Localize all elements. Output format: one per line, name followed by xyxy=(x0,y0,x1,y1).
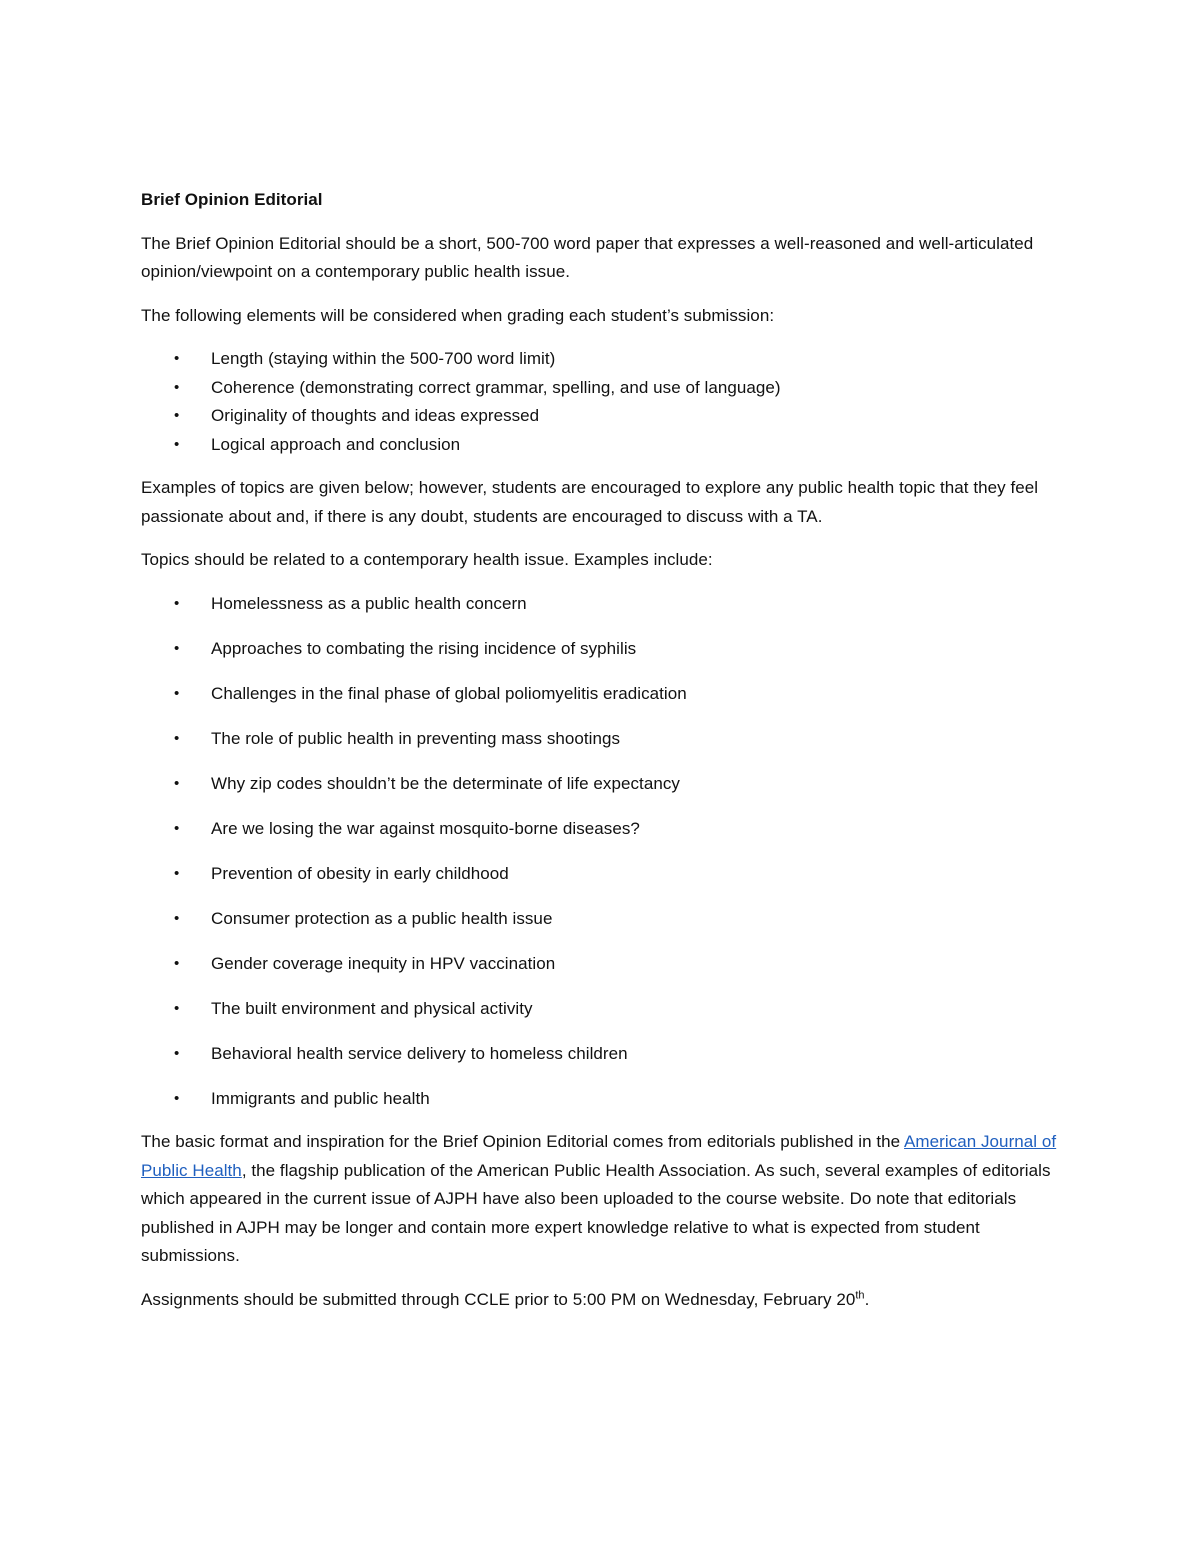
bullet-icon: • xyxy=(174,774,180,792)
list-item-text: Immigrants and public health xyxy=(211,1088,430,1108)
bullet-icon: • xyxy=(174,639,180,657)
list-item-text: Length (staying within the 500-700 word limit) xyxy=(211,349,556,368)
list-item xyxy=(141,1040,1061,1069)
deadline-text: Assignments should be submitted through CCLE prior to 5:00 PM on Wednesday, February 20 xyxy=(141,1289,856,1309)
list-item xyxy=(141,725,1061,754)
list-item xyxy=(141,374,1061,403)
bullet-icon: • xyxy=(174,684,180,702)
list-item xyxy=(141,950,1061,979)
list-item-text: Homelessness as a public health concern xyxy=(211,593,527,613)
bullet-icon: • xyxy=(174,954,180,972)
list-item-text: Behavioral health service delivery to homeless children xyxy=(211,1043,628,1063)
list-item xyxy=(141,770,1061,799)
list-item-text: Gender coverage inequity in HPV vaccination xyxy=(211,953,556,973)
format-paragraph xyxy=(141,1128,1061,1271)
list-item xyxy=(141,860,1061,889)
topics-intro-paragraph: Examples of topics are given below; however, students are encouraged to explore any public health topic that they feel passionate about and, if there is any doubt, students are encouraged to discuss with a TA. xyxy=(141,478,1039,526)
format-text-after-link: , the flagship publication of the American Public Health Association. As such, several examples of editorials which appeared in the current issue of AJPH have also been uploaded to the course website. Do note that editorials published in AJPH may be longer and contain more expert knowledge relative to what is expected from student submissions. xyxy=(141,1160,1051,1265)
list-item xyxy=(141,345,1061,374)
list-item-text: Originality of thoughts and ideas expressed xyxy=(211,406,540,425)
examples-intro-paragraph: Topics should be related to a contemporary health issue. Examples include: xyxy=(141,550,713,569)
list-item-text: The role of public health in preventing mass shootings xyxy=(211,728,621,748)
bullet-icon: • xyxy=(174,729,180,747)
bullet-icon: • xyxy=(174,378,180,396)
list-item xyxy=(141,815,1061,844)
list-item xyxy=(141,431,1061,460)
list-item xyxy=(141,680,1061,709)
bullet-icon: • xyxy=(174,350,180,367)
deadline-end: . xyxy=(864,1289,870,1309)
bullet-icon: • xyxy=(174,819,180,837)
bullet-icon: • xyxy=(174,435,180,453)
list-item xyxy=(141,402,1061,431)
list-item-text: Logical approach and conclusion xyxy=(211,434,461,454)
list-item xyxy=(141,635,1061,664)
list-item xyxy=(141,590,1061,619)
bullet-icon: • xyxy=(174,1089,180,1107)
intro-paragraph: The Brief Opinion Editorial should be a short, 500-700 word paper that expresses a well-reasoned and well-articulated opinion/viewpoint on a contemporary public health issue. xyxy=(141,233,1034,281)
bullet-icon: • xyxy=(174,1044,180,1062)
bullet-icon: • xyxy=(174,999,180,1017)
bullet-icon: • xyxy=(174,407,180,424)
document-title: Brief Opinion Editorial xyxy=(141,190,323,209)
bullet-icon: • xyxy=(174,594,180,612)
list-item-text: Approaches to combating the rising incidence of syphilis xyxy=(211,638,637,658)
bullet-icon: • xyxy=(174,864,180,882)
list-item-text: Prevention of obesity in early childhood xyxy=(211,863,509,883)
list-item xyxy=(141,995,1061,1024)
list-item-text: Coherence (demonstrating correct grammar, spelling, and use of language) xyxy=(211,377,781,397)
ajph-link[interactable]: American Journal of Public Health xyxy=(141,1132,1057,1180)
format-text-before-link: The basic format and inspiration for the Brief Opinion Editorial comes from editorials published in the xyxy=(141,1132,905,1151)
document-page xyxy=(141,186,1061,1329)
topic-examples-list xyxy=(141,590,1061,1114)
deadline-paragraph xyxy=(141,1286,1061,1315)
grading-criteria-list xyxy=(141,345,1061,459)
list-item-text: The built environment and physical activity xyxy=(211,998,533,1018)
list-item-text: Challenges in the final phase of global poliomyelitis eradication xyxy=(211,683,687,703)
bullet-icon: • xyxy=(174,909,180,927)
deadline-superscript: th xyxy=(855,1288,865,1301)
list-item xyxy=(141,1085,1061,1114)
list-item xyxy=(141,905,1061,934)
list-item-text: Consumer protection as a public health issue xyxy=(211,908,553,928)
list-item-text: Why zip codes shouldn’t be the determinate of life expectancy xyxy=(211,773,680,793)
grading-intro-paragraph: The following elements will be considered when grading each student’s submission: xyxy=(141,305,775,325)
list-item-text: Are we losing the war against mosquito-borne diseases? xyxy=(211,818,640,838)
